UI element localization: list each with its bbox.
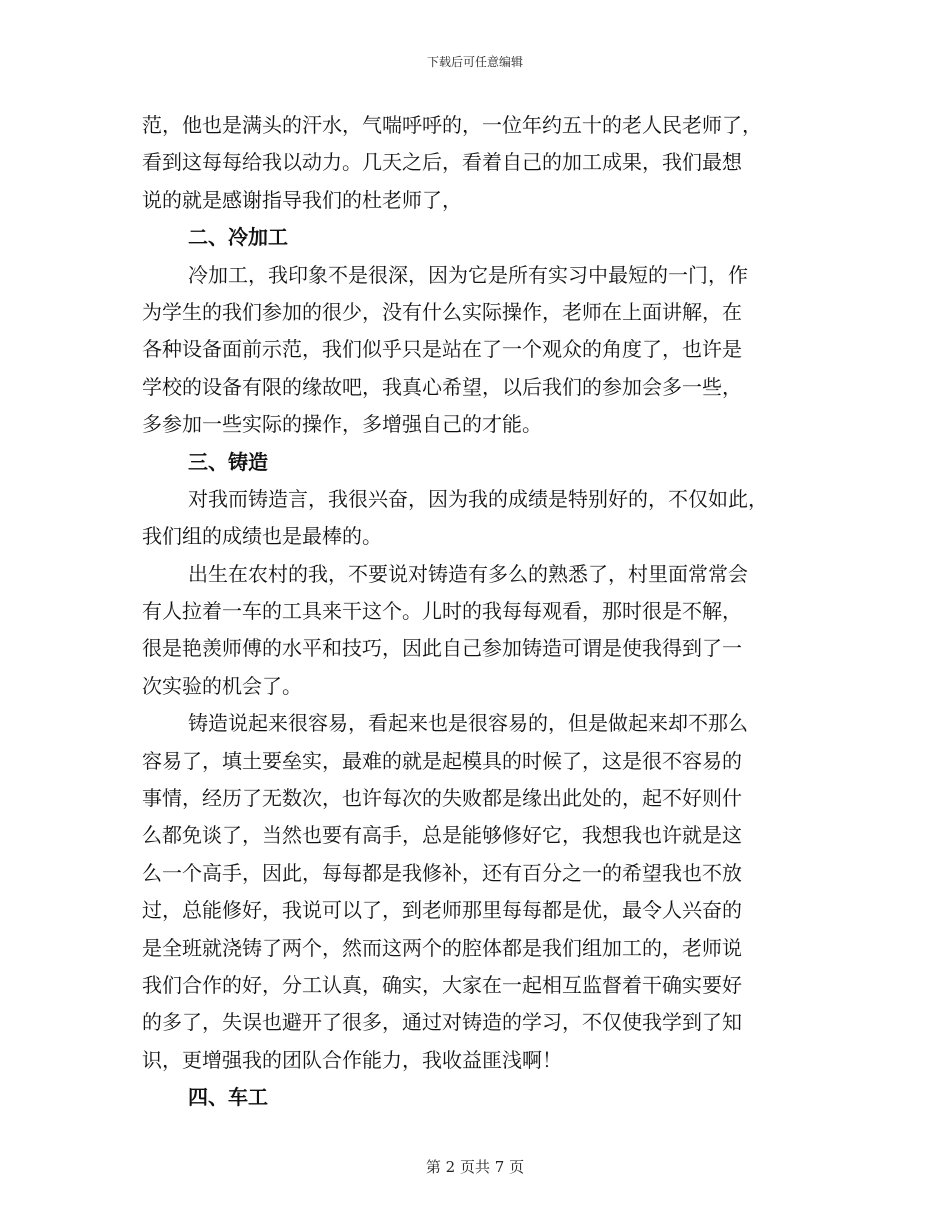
paragraph-line: 冷加工，我印象不是很深，因为它是所有实习中最短的一门，作 [188, 262, 748, 287]
paragraph-line: 过，总能修好，我说可以了，到老师那里每每都是优，最令人兴奋的 [142, 898, 742, 923]
section-heading: 二、冷加工 [188, 225, 288, 250]
paragraph-line: 说的就是感谢指导我们的杜老师了， [142, 187, 462, 212]
paragraph-line: 对我而铸造言，我很兴奋，因为我的成绩是特别好的，不仅如此， [188, 486, 768, 511]
paragraph-line: 学校的设备有限的缘故吧，我真心希望，以后我们的参加会多一些， [142, 374, 742, 399]
paragraph-line: 为学生的我们参加的很少，没有什么实际操作，老师在上面讲解，在 [142, 299, 742, 324]
paragraph-line: 铸造说起来很容易，看起来也是很容易的，但是做起来却不那么 [188, 711, 748, 736]
paragraph-line: 范，他也是满头的汗水，气喘呼呼的，一位年约五十的老人民老师了， [142, 113, 762, 137]
paragraph-line: 容易了，填土要垒实，最难的就是起模具的时候了，这是很不容易的 [142, 748, 742, 773]
paragraph-line: 次实验的机会了。 [142, 673, 302, 698]
paragraph-line: 是全班就浇铸了两个，然而这两个的腔体都是我们组加工的，老师说 [142, 935, 742, 960]
paragraph-line: 看到这每每给我以动力。几天之后，看着自己的加工成果，我们最想 [142, 150, 742, 175]
paragraph-line: 我们合作的好，分工认真，确实，大家在一起相互监督着干确实要好 [142, 972, 742, 997]
paragraph-line: 识，更增强我的团队合作能力，我收益匪浅啊！ [142, 1047, 562, 1072]
paragraph-line: 出生在农村的我，不要说对铸造有多么的熟悉了，村里面常常会 [188, 561, 748, 586]
paragraph-line: 么一个高手，因此，每每都是我修补，还有百分之一的希望我也不放 [142, 860, 742, 885]
paragraph-line: 事情，经历了无数次，也许每次的失败都是缘出此处的，起不好则什 [142, 786, 742, 811]
paragraph-line: 我们组的成绩也是最棒的。 [142, 524, 382, 549]
document-body [142, 107, 822, 1117]
paragraph-line: 很是艳羡师傅的水平和技巧，因此自己参加铸造可谓是使我得到了一 [142, 636, 742, 661]
paragraph-line: 多参加一些实际的操作，多增强自己的才能。 [142, 412, 542, 437]
section-heading: 三、铸造 [188, 449, 268, 474]
paragraph-line: 么都免谈了，当然也要有高手，总是能够修好它，我想我也许就是这 [142, 823, 742, 848]
paragraph-line: 有人拉着一车的工具来干这个。儿时的我每每观看，那时很是不解， [142, 599, 742, 624]
paragraph-line: 各种设备面前示范，我们似乎只是站在了一个观众的角度了，也许是 [142, 337, 742, 362]
page-footer: 第 2 页共 7 页 [425, 1158, 525, 1176]
page-header: 下载后可任意编辑 [426, 55, 523, 69]
paragraph-line: 的多了，失误也避开了很多，通过对铸造的学习，不仅使我学到了知 [142, 1010, 742, 1035]
section-heading: 四、车工 [188, 1085, 268, 1110]
